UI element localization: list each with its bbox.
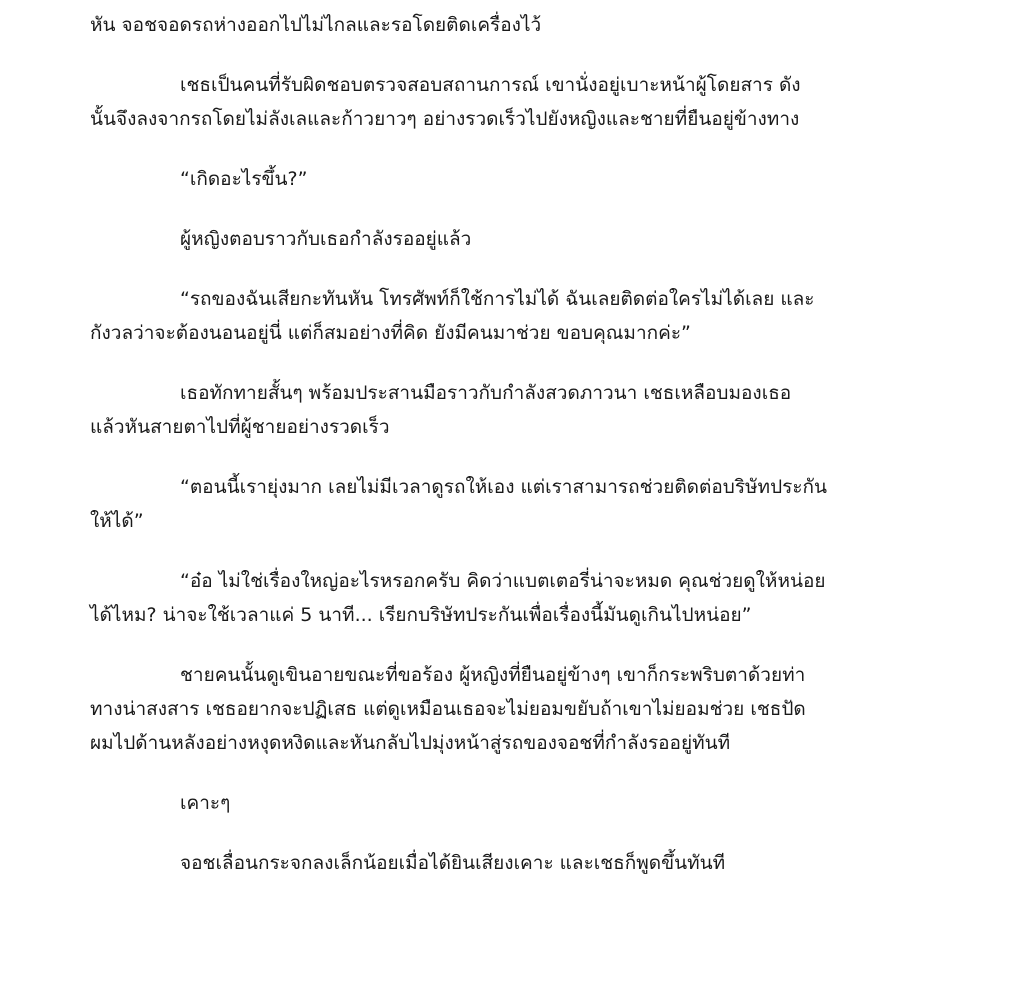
text-line: ให้ได้”: [90, 510, 144, 532]
text-line: ชายคนนั้นดูเขินอายขณะที่ขอร้อง ผู้หญิงที่ยืนอยู่ข้างๆ เขาก็กระพริบตาด้วยท่า: [180, 664, 806, 686]
text-line: ผมไปด้านหลังอย่างหงุดหงิดและหันกลับไปมุ่งหน้าสู่รถของจอชที่กำลังรออยู่ทันที: [90, 732, 731, 754]
text-line: ผู้หญิงตอบราวกับเธอกำลังรออยู่แล้ว: [180, 228, 472, 250]
text-line: “อ๋อ ไม่ใช่เรื่องใหญ่อะไรหรอกครับ คิดว่าแบตเตอรี่น่าจะหมด คุณช่วยดูให้หน่อย: [180, 570, 826, 592]
paragraph: [90, 162, 920, 196]
text-line: “รถของฉันเสียกะทันหัน โทรศัพท์ก็ใช้การไม่ได้ ฉันเลยติดต่อใครไม่ได้เลย และ: [180, 288, 815, 310]
paragraph: [90, 564, 920, 632]
text-line: เคาะๆ: [180, 792, 231, 814]
text-line: เชธเป็นคนที่รับผิดชอบตรวจสอบสถานการณ์ เขานั่งอยู่เบาะหน้าผู้โดยสาร ดัง: [180, 74, 801, 96]
text-line: “เกิดอะไรขึ้น?”: [180, 168, 308, 190]
text-line: นั้นจึงลงจากรถโดยไม่ลังเลและก้าวยาวๆ อย่างรวดเร็วไปยังหญิงและชายที่ยืนอยู่ข้างทาง: [90, 108, 800, 130]
paragraph: [90, 282, 920, 350]
paragraph: [90, 658, 920, 760]
paragraph: [90, 786, 920, 820]
text-line: “ตอนนี้เรายุ่งมาก เลยไม่มีเวลาดูรถให้เอง แต่เราสามารถช่วยติดต่อบริษัทประกัน: [180, 476, 828, 498]
text-line: เธอทักทายสั้นๆ พร้อมประสานมือราวกับกำลังสวดภาวนา เชธเหลือบมองเธอ: [180, 382, 792, 404]
paragraph: [90, 376, 920, 444]
text-line: ทางน่าสงสาร เชธอยากจะปฏิเสธ แต่ดูเหมือนเธอจะไม่ยอมขยับถ้าเขาไม่ยอมช่วย เชธปัด: [90, 698, 806, 720]
paragraph: [90, 222, 920, 256]
text-line: กังวลว่าจะต้องนอนอยู่นี่ แต่ก็สมอย่างที่คิด ยังมีคนมาช่วย ขอบคุณมากค่ะ”: [90, 322, 691, 344]
paragraph: [90, 470, 920, 538]
paragraph: [90, 8, 920, 42]
text-line: ได้ไหม? น่าจะใช้เวลาแค่ 5 นาที... เรียกบริษัทประกันเพื่อเรื่องนี้มันดูเกินไปหน่อย”: [90, 604, 752, 626]
paragraph: [90, 68, 920, 136]
document-page: [90, 0, 920, 906]
text-line: หัน จอชจอดรถห่างออกไปไม่ไกลและรอโดยติดเครื่องไว้: [90, 14, 542, 36]
paragraph: [90, 846, 920, 880]
text-line: แล้วหันสายตาไปที่ผู้ชายอย่างรวดเร็ว: [90, 416, 390, 438]
text-line: จอชเลื่อนกระจกลงเล็กน้อยเมื่อได้ยินเสียงเคาะ และเชธก็พูดขึ้นทันที: [180, 852, 726, 874]
